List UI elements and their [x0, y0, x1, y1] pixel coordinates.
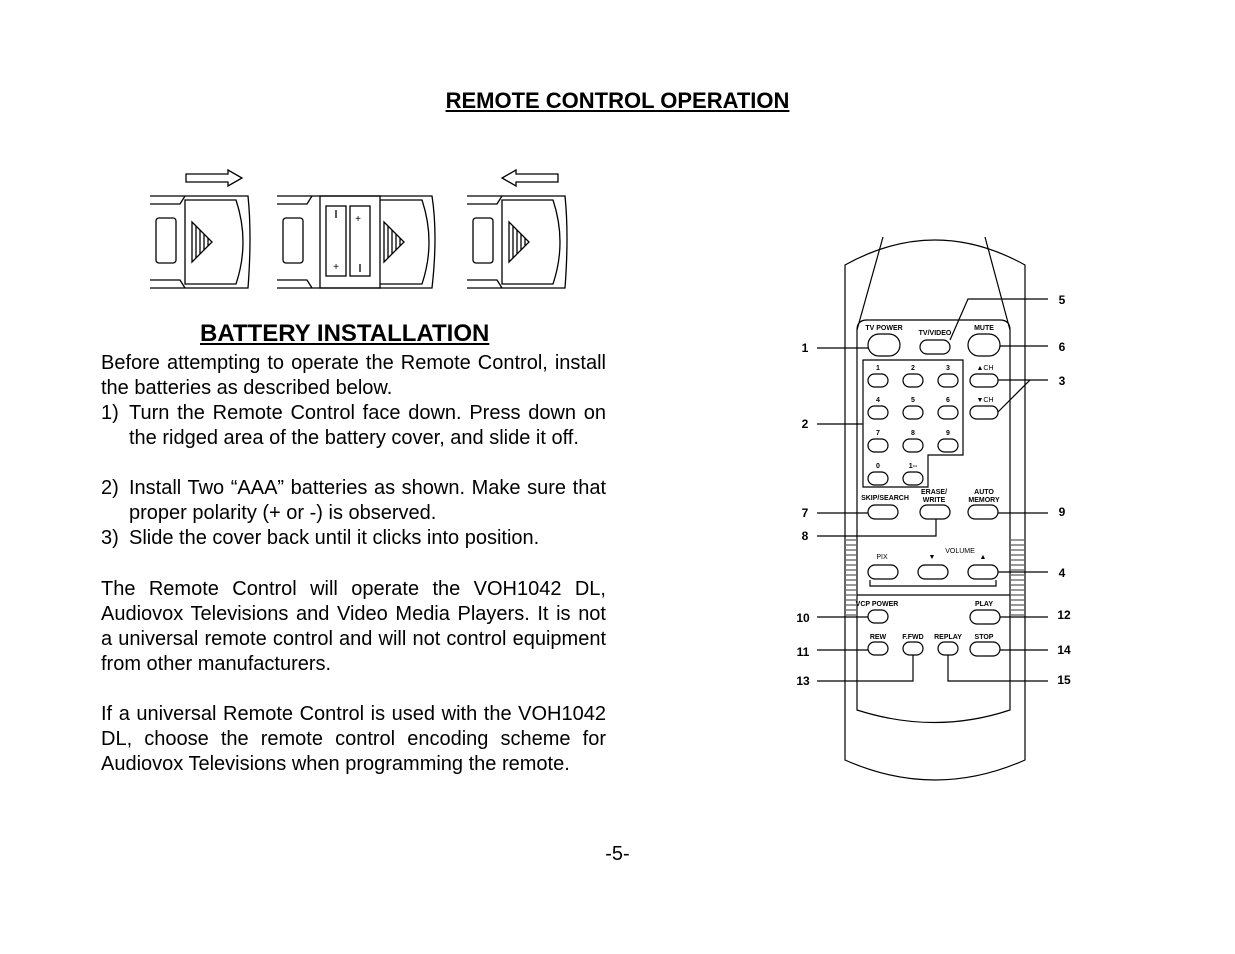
digit-label: 8: [911, 430, 915, 437]
battery-illustration: [140, 160, 580, 295]
step-1: [101, 401, 606, 451]
step-2: [101, 476, 606, 526]
callout-number: 14: [1057, 643, 1071, 657]
step-text: Turn the Remote Control face down. Press down on the ridged area of the battery cover, and slide it off.: [129, 402, 606, 449]
digit-label: 6: [946, 397, 950, 404]
volume-up-label: ▲: [979, 554, 987, 561]
ch-down-button[interactable]: [970, 406, 998, 419]
arrow-left-icon: [502, 170, 558, 186]
digit-1-button[interactable]: [868, 374, 888, 387]
step-text: Install Two “AAA” batteries as shown. Make sure that proper polarity (+ or -) is observed.: [129, 477, 606, 524]
digit-label: 3: [946, 365, 950, 372]
universal-remote-paragraph: If a universal Remote Control is used with the VOH1042 DL, choose the remote control encoding scheme for Audiovox Televisions when programming the remote.: [101, 703, 606, 775]
ch-down-label: ▼CH: [976, 397, 994, 404]
remote-back-closing: [467, 196, 567, 288]
stop-button[interactable]: [970, 642, 1000, 656]
auto-memory-button[interactable]: [968, 505, 998, 519]
tv-power-label: TV POWER: [865, 325, 903, 332]
remote-face: [857, 320, 1010, 723]
tv-video-label: TV/VIDEO: [918, 330, 952, 337]
digit-label: 1--: [908, 463, 918, 470]
digit-label: 7: [876, 430, 880, 437]
ffwd-label: F.FWD: [902, 634, 924, 641]
ch-up-button[interactable]: [970, 374, 998, 387]
callout-number: 11: [796, 645, 810, 659]
digit-7-button[interactable]: [868, 439, 888, 452]
arrow-right-icon: [186, 170, 242, 186]
digit-9-button[interactable]: [938, 439, 958, 452]
polarity-plus: +: [333, 262, 339, 273]
auto-memory-label: AUTO: [974, 489, 994, 496]
callout-number: 10: [796, 611, 810, 625]
digit-4-button[interactable]: [868, 406, 888, 419]
page-number: -5-: [605, 843, 630, 865]
volume-down-label: ▼: [928, 554, 936, 561]
digit-label: 0: [876, 463, 880, 470]
callout-number: 1: [801, 341, 809, 355]
rew-label: REW: [869, 634, 887, 641]
digit-5-button[interactable]: [903, 406, 923, 419]
stop-label: STOP: [974, 634, 994, 641]
callout-number: 6: [1058, 340, 1066, 354]
tv-video-button[interactable]: [920, 340, 950, 354]
digit-1dash-button[interactable]: [903, 472, 923, 485]
digit-label: 9: [946, 430, 950, 437]
polarity-plus: +: [355, 214, 361, 225]
callout-number: 4: [1058, 566, 1066, 580]
page-title: REMOTE CONTROL OPERATION: [445, 88, 790, 113]
step-3: [101, 526, 606, 551]
battery-intro: Before attempting to operate the Remote Control, install the batteries as described below.: [101, 352, 606, 399]
play-label: PLAY: [974, 601, 994, 608]
erase-write-label: WRITE: [922, 497, 946, 504]
skip-search-button[interactable]: [868, 505, 898, 519]
replay-button[interactable]: [938, 642, 958, 655]
step-text: Slide the cover back until it clicks into position.: [129, 527, 540, 549]
callout-number: 8: [801, 529, 809, 543]
volume-up-button[interactable]: [968, 565, 998, 579]
digit-6-button[interactable]: [938, 406, 958, 419]
replay-label: REPLAY: [934, 634, 962, 641]
volume-label: VOLUME: [945, 548, 975, 555]
mute-label: MUTE: [974, 325, 994, 332]
erase-write-button[interactable]: [920, 505, 950, 519]
vcp-power-label: VCP POWER: [855, 601, 899, 608]
step-number: 2): [101, 477, 119, 499]
battery-section-title: BATTERY INSTALLATION: [200, 320, 490, 347]
callout-number: 7: [801, 506, 809, 520]
pix-button[interactable]: [868, 565, 898, 579]
remote-back-closed: [150, 196, 250, 288]
rew-button[interactable]: [868, 642, 888, 655]
vcp-power-button[interactable]: [868, 610, 888, 623]
digit-label: 4: [876, 397, 880, 404]
digit-2-button[interactable]: [903, 374, 923, 387]
volume-down-button[interactable]: [918, 565, 948, 579]
step-number: 3): [101, 527, 119, 549]
callout-number: 9: [1058, 505, 1066, 519]
skip-search-label: SKIP/SEARCH: [861, 495, 909, 502]
pix-label: PIX: [876, 554, 888, 561]
callout-number: 15: [1057, 673, 1071, 687]
mute-button[interactable]: [968, 334, 1000, 356]
erase-write-label: ERASE/: [920, 489, 948, 496]
callout-number: 12: [1057, 608, 1071, 622]
digit-3-button[interactable]: [938, 374, 958, 387]
callout-number: 3: [1058, 374, 1066, 388]
digit-label: 1: [876, 365, 880, 372]
ch-up-label: ▲CH: [976, 365, 994, 372]
step-number: 1): [101, 402, 119, 424]
digit-8-button[interactable]: [903, 439, 923, 452]
digit-label: 5: [911, 397, 915, 404]
ffwd-button[interactable]: [903, 642, 923, 655]
compatibility-paragraph: The Remote Control will operate the VOH1042 DL, Audiovox Televisions and Video Media Players. It is not a universal remote control and will not control equipment from other manufacturers.: [101, 578, 606, 675]
callout-number: 2: [801, 417, 809, 431]
play-button[interactable]: [970, 610, 1000, 624]
digit-0-button[interactable]: [868, 472, 888, 485]
remote-back-open: [277, 196, 435, 288]
tv-power-button[interactable]: [868, 334, 900, 356]
callout-number: 5: [1058, 293, 1066, 307]
digit-label: 2: [911, 365, 915, 372]
auto-memory-label: MEMORY: [968, 497, 1000, 504]
remote-control-diagram: [780, 225, 1090, 790]
callout-number: 13: [796, 674, 810, 688]
